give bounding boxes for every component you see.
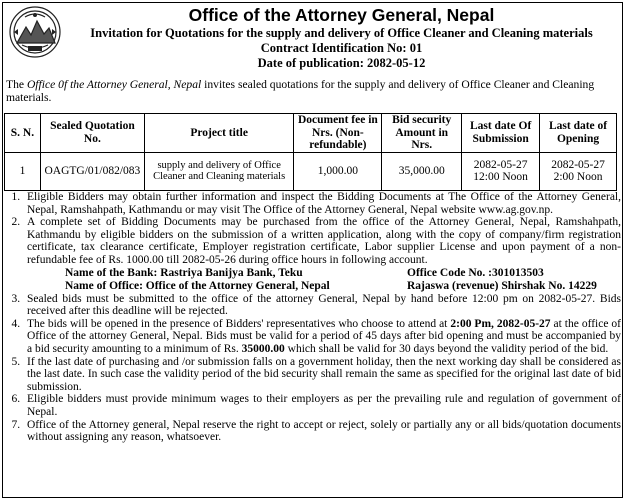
column-header: Document fee in Nrs. (Non-refundable) [294,114,382,153]
intro-office-name: Office 0f the Attorney General, Nepal [26,78,202,91]
cell-opening [540,152,617,190]
term-item: 3. Sealed bids must be submitted to the office of the attorney General, Nepal by hand before 12:00 pm on 2082-05-27. Bids received after this deadline will be rejected. [23,293,621,318]
submission-date: 2082-05-27 [473,158,528,171]
bid-security-amount: 35000.00 [241,342,285,355]
term-item [23,318,621,356]
notice-header [60,4,623,71]
account-office-name: Name of Office: Office of the Attorney General, Nepal [65,279,330,292]
cell-project-title: supply and delivery of Office Cleaner and Cleaning materials [144,152,294,190]
term-text: A complete set of Bidding Documents may be purchased from the office of the Attorney General, Nepal, Ramshahpath, Kathmandu by eligible bidders on the submission of a written application, along with the copy of company/firm registration certificate, tax clearance certificate, Employer registration certificate, Labor supplier License and upon payment of a non-refundable fee of Rs. 1000.00 till 2082-05-26 during office hours in following account. [27,216,621,266]
term-item: 5. If the last date of purchasing and /or submission falls on a government holiday, then the next working day shall be considered as the last date. In such case the validity period of the bid security shall remain the same as specified for the original last date of bid submission. [23,356,621,394]
column-header: Last date Of Submission [462,114,540,153]
bank-details [27,267,621,293]
intro-paragraph [6,78,621,104]
column-header: Last date of Opening [540,114,617,153]
term-item [23,216,621,292]
cell-quotation-no: OAGTG/01/082/083 [40,152,144,190]
contract-identification: Contract Identification No: 01 [260,41,423,55]
rajaswa-shirshak: Rajaswa (revenue) Shirshak No. 14229 [407,279,597,292]
submission-time: 12:00 Noon [473,171,528,183]
quotation-table [4,113,617,191]
cell-submission [462,152,540,190]
office-code: Office Code No. :301013503 [407,266,544,279]
terms-list [4,191,621,444]
term-text: which shall be valid for 30 days beyond the validity period of the bid. [284,342,609,355]
cell-document-fee: 1,000.00 [294,152,382,190]
opening-time: 2:00 Noon [553,171,603,183]
office-title: Office of the Attorney General, Nepal [188,5,495,25]
publication-date: Date of publication: 2082-05-12 [257,56,426,70]
cell-bid-security: 35,000.00 [382,152,462,190]
opening-datetime: 2:00 Pm, 2082-05-27 [450,317,551,330]
column-header: Sealed Quotation No. [40,114,144,153]
bank-name: Name of the Bank: Rastriya Banijya Bank, Teku [65,266,303,279]
nepal-emblem-icon [8,5,62,59]
term-item: 1. Eligible Bidders may obtain further information and inspect the Bidding Documents at The Office of the Attorney General, Nepal, Ramshahpath, Kathmandu or may visit The Office of the Attorney General, Nepal website www.ag.gov.np. [23,191,621,216]
term-text: at the office of Office of the attorney General, Nepal. Bids must be valid for a period of 45 days after bid opening and must be accompanied by a bid security amounting to a minimum of Rs. [27,317,621,355]
table-header-row [5,114,617,153]
column-header: S. N. [5,114,41,153]
column-header: Project title [144,114,294,153]
invitation-heading: Invitation for Quotations for the supply and delivery of Office Cleaner and Cleaning materials [90,26,593,40]
opening-date: 2082-05-27 [551,158,605,171]
cell-sn: 1 [5,152,41,190]
term-item: 6. Eligible bidders must provide minimum wages to their employers as per the prevailing rule and regulation of government of Nepal. [23,393,621,418]
term-item: 7. Office of the Attorney general, Nepal reserve the right to accept or reject, solely or partially any or all bids/quotation documents without assigning any reason, whatsoever. [23,419,621,444]
intro-rest: invites sealed quotations for the supply and delivery of Office Cleaner and Cleaning materials. [6,78,595,104]
intro-lead: The [6,78,27,91]
table-row [5,152,617,190]
column-header: Bid security Amount in Nrs. [382,114,462,153]
term-text: The bids will be opened in the presence of Bidders' representatives who choose to attend at [27,317,451,330]
